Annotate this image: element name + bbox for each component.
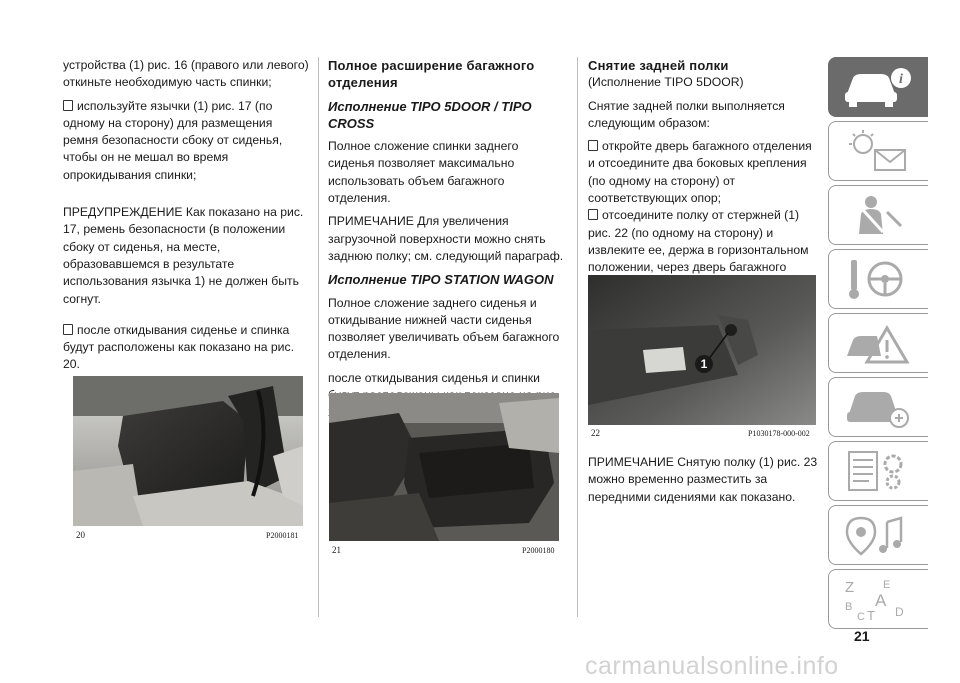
tab-safety[interactable]: [828, 185, 928, 245]
figure-20-number: 20: [76, 530, 85, 540]
car-warning-icon: [841, 320, 913, 366]
tab-technical-specs[interactable]: [828, 441, 928, 501]
specs-gear-icon: [841, 448, 913, 494]
callout-label: 1: [700, 357, 708, 371]
bullet-text: отсоедините полку от стержней (1) рис. 22 (по одному на сторону) и извлеките ее, держа в горизонтальном положении, через дверь багажного: [588, 208, 809, 275]
seatbelt-person-icon: [841, 192, 913, 238]
tab-car-info[interactable]: [828, 57, 928, 117]
note-text: ПРИМЕЧАНИЕ Для увеличения загрузочной поверхности можно снять заднюю полку; см. следующий параграф.: [328, 214, 564, 263]
bullet-item: [588, 138, 818, 207]
paragraph: устройства (1) рис. 16 (правого или левого) откиньте необходимую часть спинки;: [63, 58, 309, 90]
page-number: 21: [854, 628, 870, 644]
paragraph: Полное сложение заднего сиденья и откидывание нижней части сиденья позволяет увеличивать объем багажного отделения.: [328, 295, 560, 362]
figure-22-number: 22: [591, 428, 600, 438]
figure-22-code: P1030178-000-002: [748, 429, 810, 438]
figure-20-code: P2000181: [266, 531, 299, 540]
tab-emergency[interactable]: [828, 313, 928, 373]
figure-21-code: P2000180: [522, 546, 555, 555]
index-letter: C: [857, 611, 865, 622]
variant-heading: Исполнение TIPO STATION WAGON: [328, 272, 554, 288]
index-letter: A: [875, 591, 887, 610]
variant-label: (Исполнение TIPO 5DOOR): [588, 75, 744, 90]
tab-index[interactable]: [828, 569, 928, 629]
index-letter: D: [895, 605, 904, 619]
column-3: [588, 57, 818, 300]
paragraph: после откидывания сиденья и спинки: [328, 370, 540, 385]
figure-20-photo: [73, 376, 303, 526]
index-letter: Z: [845, 579, 855, 596]
car-service-icon: [841, 384, 913, 430]
bullet-item: [63, 98, 309, 184]
index-letters-icon: [841, 576, 913, 622]
section-heading: Снятие задней полки: [588, 58, 729, 73]
column-divider: [577, 57, 578, 617]
bullet-item: [63, 322, 309, 374]
bullet-text: используйте язычки (1) рис. 17 (по одному на сторону) для размещения ремня безопасности сбоку от сиденья, чтобы он не мешал во время опрокидывания спинки;: [63, 98, 283, 182]
note-text: ПРИМЕЧАНИЕ Снятую полку (1) рис. 23 можно временно разместить за передними сидениями как показано.: [588, 455, 818, 504]
variant-heading: Исполнение TIPO 5DOOR / TIPO CROSS: [328, 98, 532, 131]
tab-multimedia[interactable]: [828, 505, 928, 565]
warning-text: ПРЕДУПРЕЖДЕНИЕ Как показано на рис. 17, ремень безопасности (в положении сбоку от сиденья, на месте, образовавшемся в результате использования язычка 1) не должен быть согнут.: [63, 205, 304, 306]
tab-starting-driving[interactable]: [828, 249, 928, 309]
figure-21-photo: [329, 393, 559, 541]
figure-21-number: 21: [332, 545, 341, 555]
figure-22-photo: [588, 275, 816, 425]
index-letter: B: [845, 601, 853, 613]
column-2: [328, 57, 568, 428]
section-heading: Полное расширение багажного отделения: [328, 58, 535, 91]
column-1: [63, 57, 309, 380]
tab-service[interactable]: [828, 377, 928, 437]
watermark: carmanualsonline.info: [585, 652, 839, 680]
key-steering-wheel-icon: [841, 256, 913, 302]
bullet-text: после откидывания сиденье и спинка будут расположены как показано на рис. 20.: [63, 322, 294, 372]
lights-message-icon: [841, 128, 913, 174]
bullet-text: откройте дверь багажного отделения и отсоедините два боковых крепления (по одному на сторону) от соответствующих опор;: [588, 139, 812, 206]
media-music-icon: [841, 512, 913, 558]
paragraph: Снятие задней полки выполняется следующим образом:: [588, 98, 785, 130]
column-divider: [318, 57, 319, 617]
svg-text:i: i: [899, 72, 903, 87]
note-block: [588, 454, 818, 512]
paragraph: Полное сложение спинки заднего сиденья позволяет максимально использовать объем багажного отделения.: [328, 139, 519, 206]
tab-lights-messages[interactable]: [828, 121, 928, 181]
index-letter: T: [867, 608, 875, 622]
index-letter: E: [883, 579, 891, 591]
car-info-icon: [841, 64, 913, 110]
